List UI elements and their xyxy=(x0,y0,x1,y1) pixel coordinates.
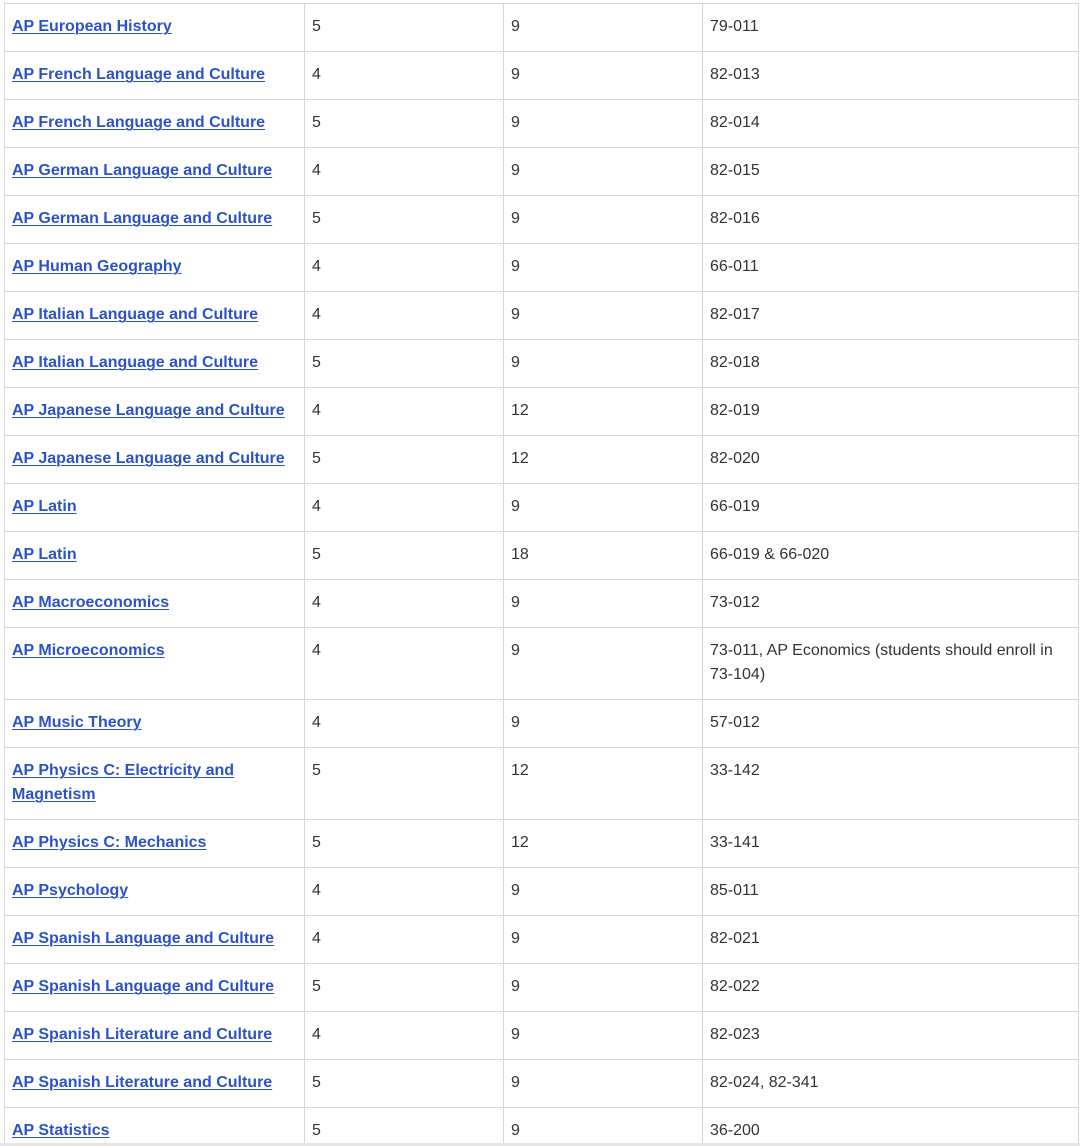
score-cell: 5 xyxy=(305,1108,504,1146)
exam-cell xyxy=(5,868,305,916)
score-cell: 5 xyxy=(305,4,504,52)
exam-link[interactable]: AP Physics C: Mechanics xyxy=(12,834,207,851)
course-cell: 82-022 xyxy=(703,964,1079,1012)
exam-link[interactable]: AP Physics C: Electricity and Magnetism xyxy=(12,762,235,803)
table-row xyxy=(5,100,1079,148)
exam-link[interactable]: AP Human Geography xyxy=(12,258,182,275)
course-cell: 82-019 xyxy=(703,388,1079,436)
exam-cell xyxy=(5,4,305,52)
units-cell: 9 xyxy=(504,580,703,628)
exam-link[interactable]: AP Statistics xyxy=(12,1122,110,1139)
table-row xyxy=(5,628,1079,700)
units-cell: 9 xyxy=(504,484,703,532)
exam-link[interactable]: AP Spanish Literature and Culture xyxy=(12,1074,273,1091)
exam-cell xyxy=(5,388,305,436)
exam-cell xyxy=(5,916,305,964)
exam-cell xyxy=(5,484,305,532)
table-row xyxy=(5,388,1079,436)
score-cell: 5 xyxy=(305,532,504,580)
course-cell: 73-011, AP Economics (students should enroll in 73-104) xyxy=(703,628,1079,700)
course-cell: 57-012 xyxy=(703,700,1079,748)
exam-cell xyxy=(5,148,305,196)
score-cell: 5 xyxy=(305,820,504,868)
score-cell: 4 xyxy=(305,916,504,964)
units-cell: 12 xyxy=(504,820,703,868)
course-cell: 82-014 xyxy=(703,100,1079,148)
exam-cell xyxy=(5,580,305,628)
exam-cell xyxy=(5,100,305,148)
score-cell: 5 xyxy=(305,748,504,820)
units-cell: 18 xyxy=(504,532,703,580)
table-row xyxy=(5,292,1079,340)
table-row xyxy=(5,580,1079,628)
course-cell: 82-018 xyxy=(703,340,1079,388)
course-cell: 33-142 xyxy=(703,748,1079,820)
course-cell: 73-012 xyxy=(703,580,1079,628)
course-cell: 82-017 xyxy=(703,292,1079,340)
exam-cell xyxy=(5,628,305,700)
exam-link[interactable]: AP Spanish Language and Culture xyxy=(12,930,274,947)
exam-link[interactable]: AP Microeconomics xyxy=(12,642,165,659)
ap-credit-table xyxy=(4,3,1079,1146)
units-cell: 9 xyxy=(504,628,703,700)
score-cell: 5 xyxy=(305,1060,504,1108)
exam-cell xyxy=(5,1108,305,1146)
course-cell: 36-200 xyxy=(703,1108,1079,1146)
units-cell: 9 xyxy=(504,340,703,388)
exam-link[interactable]: AP Spanish Language and Culture xyxy=(12,978,274,995)
score-cell: 4 xyxy=(305,388,504,436)
table-row xyxy=(5,436,1079,484)
table-row xyxy=(5,964,1079,1012)
units-cell: 9 xyxy=(504,1012,703,1060)
exam-link[interactable]: AP Italian Language and Culture xyxy=(12,306,258,323)
table-row xyxy=(5,196,1079,244)
units-cell: 9 xyxy=(504,700,703,748)
course-cell: 82-023 xyxy=(703,1012,1079,1060)
score-cell: 5 xyxy=(305,340,504,388)
units-cell: 9 xyxy=(504,100,703,148)
table-row xyxy=(5,868,1079,916)
table-row xyxy=(5,340,1079,388)
exam-link[interactable]: AP Latin xyxy=(12,546,77,563)
table-row xyxy=(5,244,1079,292)
course-cell: 66-019 & 66-020 xyxy=(703,532,1079,580)
table-row xyxy=(5,1108,1079,1146)
score-cell: 5 xyxy=(305,100,504,148)
score-cell: 4 xyxy=(305,1012,504,1060)
exam-cell xyxy=(5,964,305,1012)
table-row xyxy=(5,820,1079,868)
course-cell: 82-015 xyxy=(703,148,1079,196)
units-cell: 9 xyxy=(504,1108,703,1146)
score-cell: 5 xyxy=(305,436,504,484)
table-row xyxy=(5,748,1079,820)
units-cell: 9 xyxy=(504,868,703,916)
course-cell: 66-011 xyxy=(703,244,1079,292)
table-row xyxy=(5,1060,1079,1108)
exam-link[interactable]: AP French Language and Culture xyxy=(12,66,266,83)
exam-cell xyxy=(5,820,305,868)
units-cell: 9 xyxy=(504,916,703,964)
exam-link[interactable]: AP Japanese Language and Culture xyxy=(12,450,285,467)
score-cell: 5 xyxy=(305,196,504,244)
exam-cell xyxy=(5,52,305,100)
exam-cell xyxy=(5,196,305,244)
exam-cell xyxy=(5,1060,305,1108)
exam-link[interactable]: AP Spanish Literature and Culture xyxy=(12,1026,273,1043)
units-cell: 9 xyxy=(504,52,703,100)
exam-link[interactable]: AP German Language and Culture xyxy=(12,162,273,179)
exam-cell xyxy=(5,700,305,748)
score-cell: 4 xyxy=(305,148,504,196)
score-cell: 4 xyxy=(305,52,504,100)
score-cell: 4 xyxy=(305,292,504,340)
table-body xyxy=(5,4,1079,1146)
score-cell: 4 xyxy=(305,244,504,292)
table-row xyxy=(5,484,1079,532)
course-cell: 85-011 xyxy=(703,868,1079,916)
exam-cell xyxy=(5,340,305,388)
table-row xyxy=(5,148,1079,196)
course-cell: 82-013 xyxy=(703,52,1079,100)
course-cell: 82-020 xyxy=(703,436,1079,484)
table-row xyxy=(5,532,1079,580)
units-cell: 12 xyxy=(504,388,703,436)
table-row xyxy=(5,52,1079,100)
exam-cell xyxy=(5,1012,305,1060)
exam-cell xyxy=(5,532,305,580)
table-row xyxy=(5,4,1079,52)
course-cell: 82-021 xyxy=(703,916,1079,964)
units-cell: 9 xyxy=(504,148,703,196)
exam-link[interactable]: AP Macroeconomics xyxy=(12,594,170,611)
exam-link[interactable]: AP Psychology xyxy=(12,882,129,899)
exam-cell xyxy=(5,292,305,340)
course-cell: 82-024, 82-341 xyxy=(703,1060,1079,1108)
score-cell: 4 xyxy=(305,868,504,916)
exam-cell xyxy=(5,244,305,292)
table-row xyxy=(5,1012,1079,1060)
course-cell: 79-011 xyxy=(703,4,1079,52)
score-cell: 4 xyxy=(305,580,504,628)
units-cell: 12 xyxy=(504,436,703,484)
score-cell: 4 xyxy=(305,484,504,532)
score-cell: 4 xyxy=(305,628,504,700)
exam-cell xyxy=(5,436,305,484)
exam-link[interactable]: AP Italian Language and Culture xyxy=(12,354,258,371)
course-cell: 82-016 xyxy=(703,196,1079,244)
units-cell: 12 xyxy=(504,748,703,820)
units-cell: 9 xyxy=(504,244,703,292)
exam-cell xyxy=(5,748,305,820)
table-row xyxy=(5,916,1079,964)
table-row xyxy=(5,700,1079,748)
exam-link[interactable]: AP Japanese Language and Culture xyxy=(12,402,285,419)
exam-link[interactable]: AP European History xyxy=(12,18,172,35)
units-cell: 9 xyxy=(504,1060,703,1108)
course-cell: 66-019 xyxy=(703,484,1079,532)
units-cell: 9 xyxy=(504,964,703,1012)
units-cell: 9 xyxy=(504,4,703,52)
exam-link[interactable]: AP Latin xyxy=(12,498,77,515)
units-cell: 9 xyxy=(504,196,703,244)
units-cell: 9 xyxy=(504,292,703,340)
exam-link[interactable]: AP Music Theory xyxy=(12,714,142,731)
exam-link[interactable]: AP French Language and Culture xyxy=(12,114,266,131)
score-cell: 5 xyxy=(305,964,504,1012)
score-cell: 4 xyxy=(305,700,504,748)
course-cell: 33-141 xyxy=(703,820,1079,868)
exam-link[interactable]: AP German Language and Culture xyxy=(12,210,273,227)
